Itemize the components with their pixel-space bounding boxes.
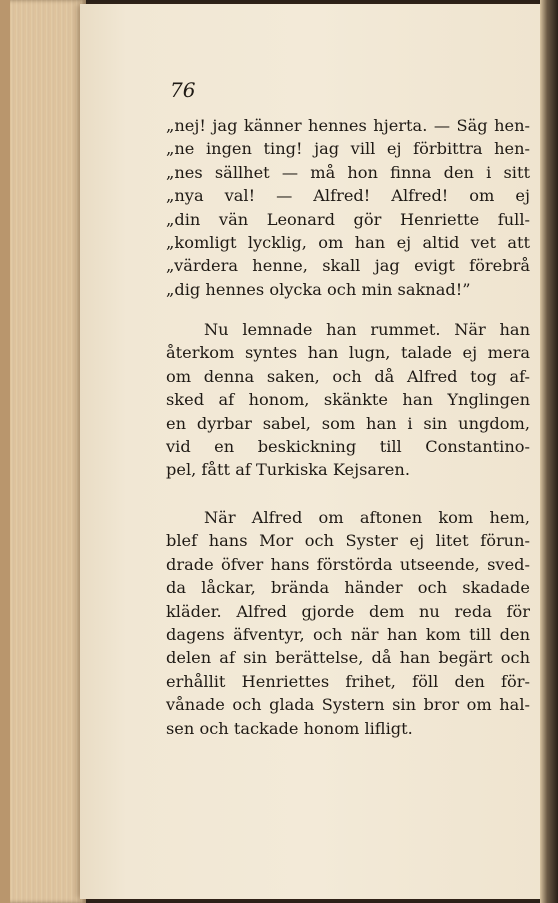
text-line: Nu lemnade han rummet. När han bbox=[204, 320, 530, 339]
text-line: erhållit Henriettes frihet, föll den för- bbox=[166, 671, 530, 691]
text-line: en dyrbar sabel, som han i sin ungdom, bbox=[166, 413, 530, 433]
text-line: vånade och glada Systern sin bror om hal- bbox=[166, 695, 530, 715]
text-line: om denna saken, och då Alfred tog af- bbox=[166, 366, 530, 386]
text-line: återkom syntes han lugn, talade ej mera bbox=[166, 343, 530, 363]
page-edges bbox=[0, 0, 86, 903]
binding-edge bbox=[540, 0, 558, 903]
paragraph-1 bbox=[166, 114, 530, 301]
text-line: dagens äfventyr, och när han kom till den bbox=[166, 625, 530, 645]
text-line: „din vän Leonard gör Henriette full- bbox=[166, 209, 530, 229]
text-line: blef hans Mor och Syster ej litet förun- bbox=[166, 531, 530, 551]
paragraph-3 bbox=[166, 506, 530, 740]
text-line: „nes sällhet — må hon finna den i sitt bbox=[166, 162, 530, 182]
text-line: „nej! jag känner hennes hjerta. — Säg hen- bbox=[166, 116, 530, 135]
text-line: „värdera henne, skall jag evigt förebrå bbox=[166, 256, 530, 276]
paragraph-2 bbox=[166, 318, 530, 482]
text-line: kläder. Alfred gjorde dem nu reda för bbox=[166, 601, 530, 621]
page-number: 76 bbox=[170, 78, 196, 102]
text-line: sen och tackade honom lifligt. bbox=[166, 718, 413, 738]
text-line: „komligt lycklig, om han ej altid vet att bbox=[166, 233, 530, 253]
text-line: sked af honom, skänkte han Ynglingen bbox=[166, 390, 530, 410]
text-line: pel, fått af Turkiska Kejsaren. bbox=[166, 460, 410, 480]
text-line: „ne ingen ting! jag vill ej förbittra hen- bbox=[166, 139, 530, 159]
text-line: vid en beskickning till Constantino- bbox=[166, 437, 530, 457]
text-line: När Alfred om aftonen kom hem, bbox=[204, 508, 530, 527]
text-line: „nya val! — Alfred! Alfred! om ej bbox=[166, 186, 530, 206]
text-line: delen af sin berättelse, då han begärt och bbox=[166, 648, 530, 668]
text-line: „dig hennes olycka och min saknad!” bbox=[166, 279, 471, 299]
text-line: drade öfver hans förstörda utseende, sved- bbox=[166, 554, 530, 574]
text-line: da låckar, brända händer och skadade bbox=[166, 578, 530, 598]
